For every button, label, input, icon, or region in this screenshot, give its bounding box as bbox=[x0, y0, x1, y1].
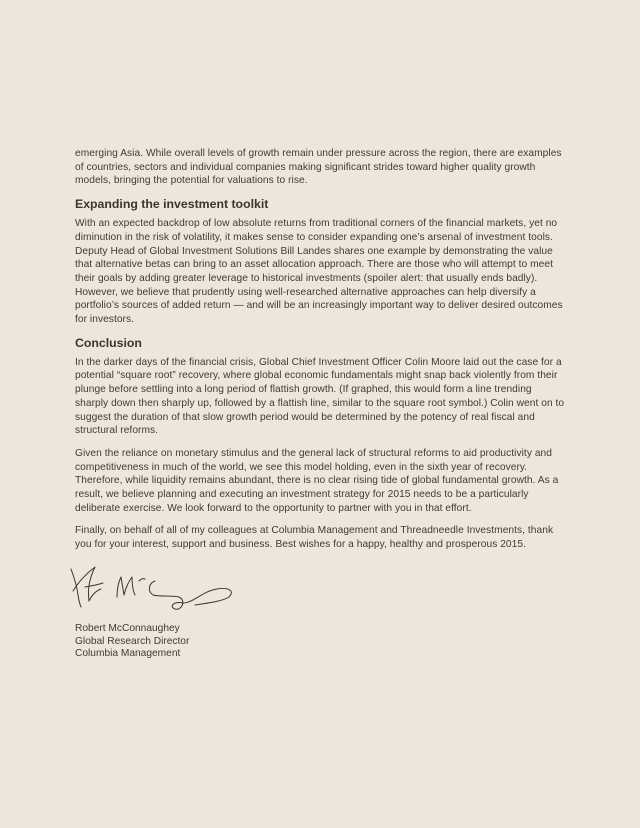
conclusion-paragraph-2: Given the reliance on monetary stimulus and the general lack of structural reforms to aid productivity and competitiveness in much of the world, we see this model holding, even in the sixth year of recovery. Therefore, while liquidity remains abundant, there is no clear rising tide of global fundamental growth. As a result, we believe planning and executing an investment strategy for 2015 needs to be a particularly deliberate exercise. We look forward to the opportunity to partner with you in that effort. bbox=[75, 447, 559, 514]
signer-organization: Columbia Management bbox=[75, 648, 181, 660]
conclusion-heading: Conclusion bbox=[75, 335, 142, 350]
signer-title: Global Research Director bbox=[75, 635, 190, 647]
intro-paragraph: emerging Asia. While overall levels of growth remain under pressure across the region, there are examples of countries, sectors and individual companies making significant strides toward higher quality growth models, bringing the potential for valuations to rise. bbox=[75, 148, 562, 187]
signature-block bbox=[75, 623, 567, 661]
conclusion-paragraph-1: In the darker days of the financial crisis, Global Chief Investment Officer Colin Moore laid out the case for a potential “square root” recovery, where global economic fundamentals might snap back violently from their plunge before settling into a long period of flattish growth. (If graphed, this would form a line trending sharply down then sharply up, followed by a flattish line, similar to the square root symbol.) Colin went on to suggest the duration of that slow growth period would be determined by the potency of real fiscal and structural reforms. bbox=[75, 356, 565, 437]
handwritten-signature bbox=[69, 561, 239, 621]
signer-name: Robert McConnaughey bbox=[75, 622, 180, 634]
letter-body bbox=[75, 147, 567, 661]
conclusion-paragraph-3: Finally, on behalf of all of my colleagues at Columbia Management and Threadneedle Investments, thank you for your interest, support and business. Best wishes for a happy, healthy and prosperous 2015. bbox=[75, 525, 554, 551]
toolkit-heading: Expanding the investment toolkit bbox=[75, 197, 269, 212]
toolkit-paragraph: With an expected backdrop of low absolute returns from traditional corners of the financial markets, yet no diminution in the risk of volatility, it makes sense to consider expanding one’s arsenal of investment tools. Deputy Head of Global Investment Solutions Bill Landes shares one example by demonstrating the value that alternative betas can bring to an asset allocation approach. There are those who will attempt to meet their goals by adding greater leverage to historical investments (spoiler alert: that usually ends badly). However, we believe that prudently using well-researched alternative approaches can help diversify a portfolio’s sources of added return — and will be an increasingly important way to deliver desired outcomes for investors. bbox=[75, 218, 563, 326]
